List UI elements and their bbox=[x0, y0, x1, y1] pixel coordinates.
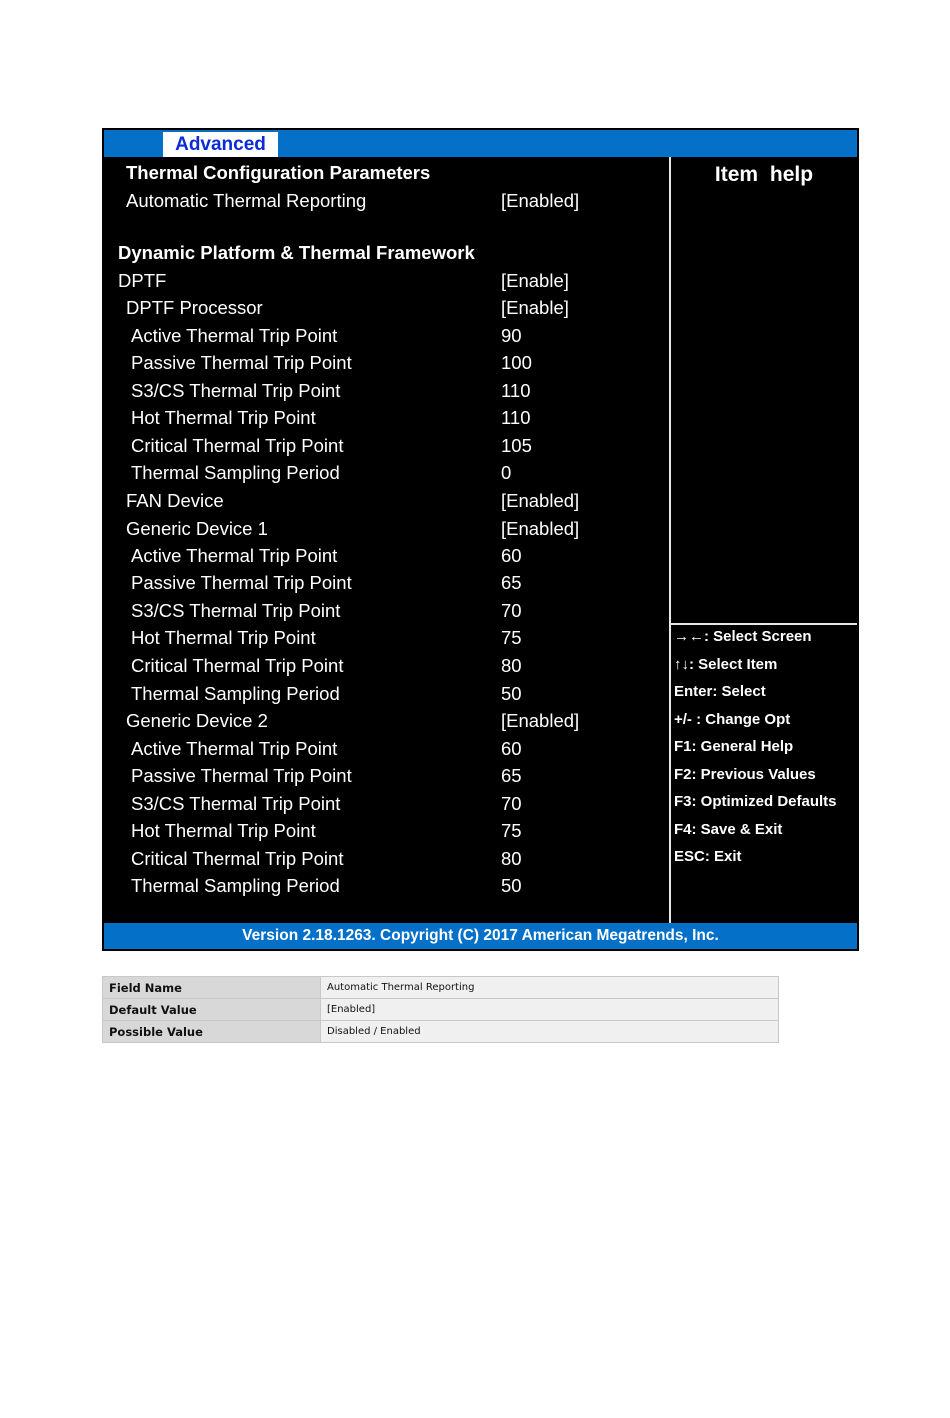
setting-row[interactable] bbox=[104, 542, 669, 569]
setting-label: S3/CS Thermal Trip Point bbox=[131, 380, 341, 401]
setting-row[interactable] bbox=[104, 680, 669, 707]
setting-label: DPTF bbox=[118, 270, 167, 291]
setting-label: Active Thermal Trip Point bbox=[131, 738, 338, 759]
setting-row[interactable] bbox=[104, 349, 669, 376]
field-name-value: Automatic Thermal Reporting bbox=[321, 977, 779, 999]
top-menu-bar bbox=[104, 130, 857, 157]
setting-value: 0 bbox=[501, 462, 512, 483]
setting-label: Passive Thermal Trip Point bbox=[131, 352, 352, 373]
setting-row[interactable] bbox=[104, 707, 669, 734]
item-help-title: Item help bbox=[714, 163, 814, 186]
bios-setup-screen bbox=[102, 128, 859, 951]
possible-value-value: Disabled / Enabled bbox=[321, 1021, 779, 1043]
setting-label: Passive Thermal Trip Point bbox=[131, 765, 352, 786]
setting-label: Active Thermal Trip Point bbox=[131, 545, 338, 566]
setting-label: Generic Device 2 bbox=[126, 710, 268, 731]
setting-value: [Enable] bbox=[501, 297, 569, 318]
setting-row[interactable] bbox=[104, 432, 669, 459]
setting-label: FAN Device bbox=[126, 490, 224, 511]
setting-value: [Enabled] bbox=[501, 490, 580, 511]
key-hint: F1: General Help bbox=[674, 738, 794, 755]
setting-label: Thermal Sampling Period bbox=[131, 683, 340, 704]
setting-value: [Enabled] bbox=[501, 518, 580, 539]
setting-value: 65 bbox=[501, 572, 522, 593]
key-hint: →←: Select Screen bbox=[674, 628, 812, 645]
key-hint: ESC: Exit bbox=[674, 848, 742, 865]
setting-row[interactable] bbox=[104, 790, 669, 817]
key-hint: F3: Optimized Defaults bbox=[674, 793, 837, 810]
table-row bbox=[103, 1021, 779, 1043]
table-row bbox=[103, 977, 779, 999]
setting-label: S3/CS Thermal Trip Point bbox=[131, 600, 341, 621]
setting-value: 60 bbox=[501, 738, 522, 759]
setting-value: 105 bbox=[501, 435, 532, 456]
setting-row[interactable] bbox=[104, 817, 669, 844]
setting-label: Thermal Sampling Period bbox=[131, 875, 340, 896]
setting-row[interactable] bbox=[104, 404, 669, 431]
setting-label: Hot Thermal Trip Point bbox=[131, 627, 316, 648]
setting-label: DPTF Processor bbox=[126, 297, 263, 318]
setting-row[interactable] bbox=[104, 459, 669, 486]
setting-value: 110 bbox=[501, 380, 531, 401]
setting-label: Passive Thermal Trip Point bbox=[131, 572, 352, 593]
setting-row[interactable] bbox=[104, 624, 669, 651]
setting-label: S3/CS Thermal Trip Point bbox=[131, 793, 341, 814]
setting-row[interactable] bbox=[104, 652, 669, 679]
setting-value: 65 bbox=[501, 765, 522, 786]
setting-label: Thermal Configuration Parameters bbox=[126, 162, 431, 183]
setting-value: 75 bbox=[501, 820, 522, 841]
help-divider bbox=[671, 623, 857, 625]
setting-row[interactable] bbox=[104, 267, 669, 294]
section-header bbox=[104, 159, 669, 186]
setting-label: Critical Thermal Trip Point bbox=[131, 848, 344, 869]
default-value-value: [Enabled] bbox=[321, 999, 779, 1021]
setting-label: Active Thermal Trip Point bbox=[131, 325, 338, 346]
setting-value: [Enabled] bbox=[501, 710, 580, 731]
version-text: Version 2.18.1263. Copyright (C) 2017 American Megatrends, Inc. bbox=[242, 927, 719, 944]
default-value-label: Default Value bbox=[103, 999, 321, 1021]
version-bar bbox=[104, 923, 857, 949]
setting-value: [Enable] bbox=[501, 270, 569, 291]
setting-label: Automatic Thermal Reporting bbox=[126, 190, 367, 211]
setting-value: [Enabled] bbox=[501, 190, 580, 211]
key-hint: F4: Save & Exit bbox=[674, 821, 783, 838]
setting-row[interactable] bbox=[104, 187, 669, 214]
setting-row[interactable] bbox=[104, 487, 669, 514]
setting-label: Hot Thermal Trip Point bbox=[131, 407, 316, 428]
field-info-table bbox=[102, 976, 779, 1043]
tab-advanced[interactable]: Advanced bbox=[163, 132, 278, 157]
section-header bbox=[104, 239, 669, 266]
setting-row[interactable] bbox=[104, 735, 669, 762]
setting-label: Critical Thermal Trip Point bbox=[131, 655, 344, 676]
field-name-label: Field Name bbox=[103, 977, 321, 999]
possible-value-label: Possible Value bbox=[103, 1021, 321, 1043]
setting-value: 90 bbox=[501, 325, 522, 346]
key-hint: Enter: Select bbox=[674, 683, 766, 700]
setting-value: 110 bbox=[501, 407, 531, 428]
key-hint: ↑↓: Select Item bbox=[674, 656, 778, 673]
setting-value: 100 bbox=[501, 352, 532, 373]
setting-row[interactable] bbox=[104, 322, 669, 349]
setting-row[interactable] bbox=[104, 515, 669, 542]
setting-value: 80 bbox=[501, 655, 522, 676]
setting-value: 75 bbox=[501, 627, 522, 648]
setting-value: 50 bbox=[501, 683, 522, 704]
setting-row[interactable] bbox=[104, 597, 669, 624]
setting-value: 80 bbox=[501, 848, 522, 869]
setting-label: Critical Thermal Trip Point bbox=[131, 435, 344, 456]
setting-label: Dynamic Platform & Thermal Framework bbox=[118, 242, 475, 263]
key-hint: F2: Previous Values bbox=[674, 766, 816, 783]
table-row bbox=[103, 999, 779, 1021]
panel-divider bbox=[669, 157, 671, 923]
setting-row[interactable] bbox=[104, 845, 669, 872]
setting-row[interactable] bbox=[104, 377, 669, 404]
setting-row[interactable] bbox=[104, 294, 669, 321]
setting-row[interactable] bbox=[104, 872, 669, 899]
setting-value: 50 bbox=[501, 875, 522, 896]
setting-label: Hot Thermal Trip Point bbox=[131, 820, 316, 841]
setting-value: 70 bbox=[501, 600, 522, 621]
settings-list bbox=[104, 157, 669, 923]
setting-row[interactable] bbox=[104, 762, 669, 789]
setting-value: 60 bbox=[501, 545, 522, 566]
setting-label: Thermal Sampling Period bbox=[131, 462, 340, 483]
setting-row[interactable] bbox=[104, 569, 669, 596]
setting-value: 70 bbox=[501, 793, 522, 814]
setting-label: Generic Device 1 bbox=[126, 518, 268, 539]
key-hint: +/- : Change Opt bbox=[674, 711, 791, 728]
